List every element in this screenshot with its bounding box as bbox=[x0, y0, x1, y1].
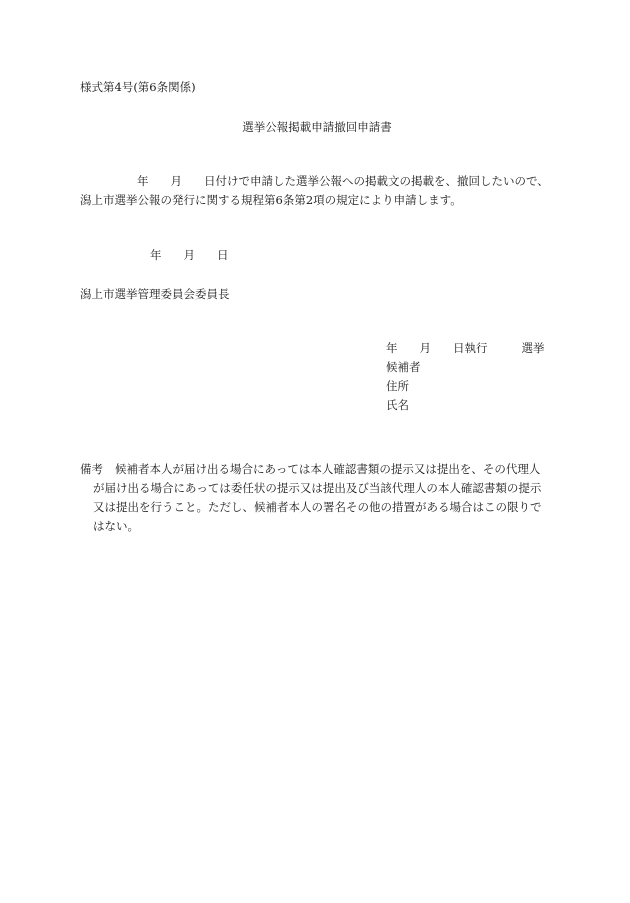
body-line-1-text: 日付けで申請した選挙公報への掲載文の掲載を、撤回したいので、 bbox=[204, 174, 549, 188]
name-label: 氏名 bbox=[386, 398, 409, 412]
election-name: 選挙 bbox=[521, 341, 545, 355]
election-day-execution: 日執行 bbox=[453, 341, 488, 355]
body-line-2: 潟上市選挙公報の発行に関する規程第6条第2項の規定により申請します。 bbox=[80, 193, 462, 207]
note-label: 備考 bbox=[80, 462, 103, 476]
body-date-month: 月 bbox=[170, 174, 182, 188]
document-title: 選挙公報掲載申請撤回申請書 bbox=[242, 120, 392, 134]
body-line-1 bbox=[80, 176, 549, 188]
application-date-day: 日 bbox=[217, 248, 229, 262]
addressee: 潟上市選挙管理委員会委員長 bbox=[80, 287, 230, 301]
election-month: 月 bbox=[419, 341, 431, 355]
body-date-year: 年 bbox=[137, 174, 149, 188]
note-line-4: はない。 bbox=[93, 519, 139, 533]
election-year: 年 bbox=[386, 341, 398, 355]
address-label: 住所 bbox=[386, 379, 409, 393]
note-line-2: が届け出る場合にあっては委任状の提示又は提出及び当該代理人の本人確認書類の提示 bbox=[93, 481, 542, 495]
note-line-3: 又は提出を行うこと。ただし、候補者本人の署名その他の措置がある場合はこの限りで bbox=[93, 500, 542, 514]
application-date-year: 年 bbox=[150, 248, 162, 262]
form-number: 様式第4号(第6条関係) bbox=[80, 80, 196, 94]
note-line-1: 候補者本人が届け出る場合にあっては本人確認書類の提示又は提出を、その代理人 bbox=[115, 462, 541, 476]
application-date bbox=[150, 250, 229, 262]
candidate-label: 候補者 bbox=[386, 360, 421, 374]
application-date-month: 月 bbox=[183, 248, 195, 262]
election-line bbox=[386, 343, 545, 355]
